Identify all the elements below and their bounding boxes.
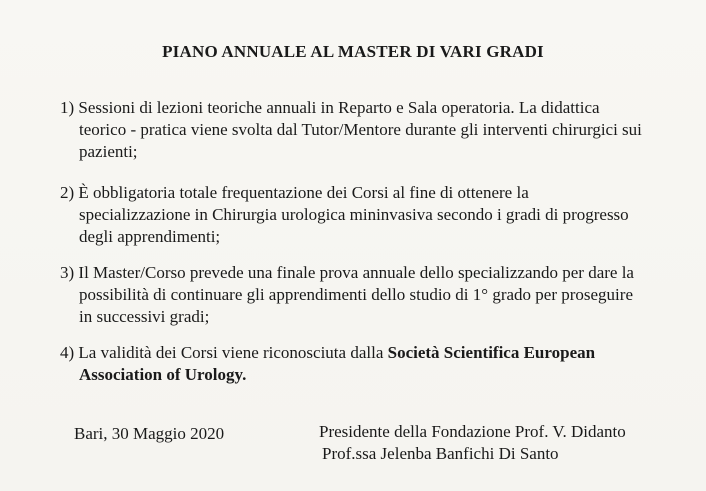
item-3-line-3: in successivi gradi;	[79, 307, 210, 326]
signature-name: Prof.ssa Jelenba Banfichi Di Santo	[322, 444, 559, 463]
signature-title: Presidente della Fondazione Prof. V. Didanto	[319, 422, 626, 441]
list-item-2	[60, 182, 680, 248]
list-item-3	[60, 262, 680, 328]
item-3-line-2: possibilità di continuare gli apprendimenti dello studio di 1° grado per proseguire	[79, 285, 633, 304]
list-item-1	[60, 97, 680, 163]
item-4-line-1	[60, 342, 680, 364]
item-4-line-2: Association of Urology.	[79, 365, 247, 384]
signature-block	[319, 421, 626, 465]
item-1-line-1: 1) Sessioni di lezioni teoriche annuali in Reparto e Sala operatoria. La didattica	[60, 98, 600, 117]
item-2-line-3: degli apprendimenti;	[79, 227, 221, 246]
item-3-line-1: 3) Il Master/Corso prevede una finale prova annuale dello specializzando per dare la	[60, 263, 634, 282]
item-4-plain-text: 4) La validità dei Corsi viene riconosciuta dalla	[60, 343, 388, 362]
item-2-line-2: specializzazione in Chirurgia urologica mininvasiva secondo i gradi di progresso	[79, 205, 629, 224]
place-date: Bari, 30 Maggio 2020	[74, 424, 225, 443]
list-item-4	[60, 342, 680, 386]
item-4-bold-text: Società Scientifica European	[387, 343, 596, 362]
item-2-line-1: 2) È obbligatoria totale frequentazione dei Corsi al fine di ottenere la	[60, 183, 529, 202]
document-title: PIANO ANNUALE AL MASTER DI VARI GRADI	[162, 42, 544, 61]
item-1-line-3: pazienti;	[79, 142, 138, 161]
item-1-line-2: teorico - pratica viene svolta dal Tutor/Mentore durante gli interventi chirurgici sui	[79, 120, 642, 139]
